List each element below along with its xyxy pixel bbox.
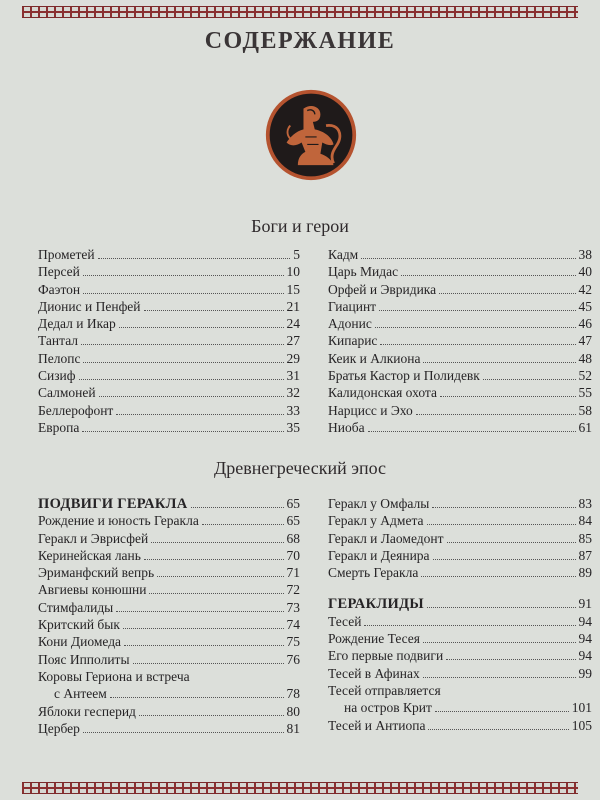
toc-entry [328,547,592,564]
toc-entry [328,281,592,298]
toc-entry [328,298,592,315]
toc-entry [38,651,300,668]
toc-entry-title: Стимфалиды [38,599,114,615]
dot-leader [423,631,575,643]
toc-entry [38,599,300,616]
toc-entry-title: с Антеем [54,686,107,702]
toc-entry-page: 85 [578,530,592,546]
toc-entry-page: 81 [286,720,300,736]
toc-entry [38,315,300,332]
toc-entry [38,281,300,298]
toc-entry-page: 46 [578,316,592,332]
dot-leader [123,617,284,629]
dot-leader [83,282,283,294]
dot-leader [133,652,284,664]
toc-entry-title: Геракл у Адмета [328,513,424,529]
toc-entry-page: 76 [286,651,300,667]
dot-leader [149,582,283,594]
toc-entry-page: 65 [286,496,300,511]
dot-leader [439,282,575,294]
toc-entry-page: 105 [571,717,592,733]
toc-entry-title: Европа [38,419,80,435]
dot-leader [157,565,283,577]
toc-entry-page: 27 [286,333,300,349]
toc-entry-title: Тесей в Афинах [328,665,420,681]
dot-leader [364,614,575,626]
dot-leader [416,403,576,415]
toc-entry-title: ГЕРАКЛИДЫ [328,596,424,613]
toc-entry-title: Персей [38,264,80,280]
toc-entry-title: Салмоней [38,385,96,401]
dot-leader [151,531,283,543]
dot-leader [202,513,284,525]
section-title-gods-heroes: Боги и герои [251,216,349,236]
toc-entry-page: 71 [286,565,300,581]
toc-entry [38,495,300,512]
dot-leader [116,600,283,612]
toc-entry [38,720,300,737]
dot-leader [421,565,575,577]
dot-leader [116,403,283,415]
toc-entry-title: Ниоба [328,419,365,435]
toc-entry-page: 55 [578,385,592,401]
dot-leader [368,420,576,432]
dot-leader [401,264,575,276]
toc-entry-title: Рождение Тесея [328,631,421,647]
toc-entry-page: 68 [286,530,300,546]
toc-entry-page: 29 [286,350,300,366]
toc-entry [328,630,592,647]
toc-entry [328,530,592,547]
toc-entry [38,512,300,529]
toc-entry-page: 42 [578,281,592,297]
toc-entry [38,581,300,598]
dot-leader [124,634,283,646]
toc-entry-title: Дедал и Икар [38,316,116,332]
toc-entry-title: Кони Диомеда [38,634,122,650]
toc-entry-page: 91 [578,596,592,612]
toc-entry-page: 47 [578,333,592,349]
toc-entry [38,530,300,547]
toc-entry-title: Эриманфский вепрь [38,565,155,581]
toc-entry [328,613,592,630]
toc-entry [328,495,592,512]
dot-leader [440,385,576,397]
toc-entry-title: Братья Кастор и Полидевк [328,368,480,384]
dot-leader [379,299,575,311]
toc-entry-page: 94 [578,613,592,629]
toc-entry-title: Геракл и Деянира [328,547,430,563]
toc-entry [38,547,300,564]
toc-column-right [328,246,592,436]
dot-leader [427,596,576,608]
toc-entry [328,564,592,581]
toc-entry-page: 75 [286,634,300,650]
toc-entry-title: Тесей и Антиопа [328,717,426,733]
toc-entry-page: 99 [578,665,592,681]
dot-leader [144,548,284,560]
toc-entry-page: 33 [286,402,300,418]
toc-entry-title: Пояс Ипполиты [38,651,130,667]
toc-entry-title: Кеик и Алкиона [328,350,421,366]
toc-entry-title: Геракл у Омфалы [328,496,430,511]
toc-entry-page: 38 [578,247,592,262]
toc-column-left [38,246,300,436]
toc-entry-title: Его первые подвиги [328,648,444,664]
toc-entry [328,402,592,419]
toc-entry-page: 21 [286,298,300,314]
dot-leader [446,648,575,660]
dot-leader [81,333,283,345]
toc-entry-title: Пелопс [38,350,81,366]
toc-entry [38,298,300,315]
toc-entry-page: 83 [578,496,592,511]
toc-entry [38,332,300,349]
toc-entry-title: Нарцисс и Эхо [328,402,413,418]
toc-entry [328,384,592,401]
page-title: СОДЕРЖАНИЕ [204,28,396,54]
toc-entry-title: Тантал [38,333,79,349]
toc-entry-page: 78 [286,686,300,702]
dot-leader [83,351,283,363]
toc-entry-title: ПОДВИГИ ГЕРАКЛА [38,496,188,512]
toc-entry-title: Калидонская охота [328,385,437,401]
dot-leader [119,316,284,328]
dot-leader [423,666,576,678]
toc-entry-page: 40 [578,264,592,280]
toc-entry-page: 73 [286,599,300,615]
toc-entry-title: Орфей и Эвридика [328,281,437,297]
toc-entry-title: Авгиевы конюшни [38,582,147,598]
toc-entry-title: Адонис [328,316,372,332]
toc-entry-title: Царь Мидас [328,264,399,280]
toc-entry-page: 5 [293,247,300,262]
dot-leader [427,513,576,525]
greek-key-border-bottom [22,782,578,794]
toc-entry [328,647,592,664]
toc-entry-title: Цербер [38,720,80,736]
toc-entry-page: 72 [286,582,300,598]
toc-entry-title: Коровы Гериона и встреча [38,668,190,684]
toc-entry-title: Геракл и Эврисфей [38,530,149,546]
toc-entry-page: 84 [578,513,592,529]
toc-entry [328,682,592,699]
toc-entry [328,419,592,436]
toc-entry-page: 80 [286,703,300,719]
toc-entry-page: 24 [286,316,300,332]
dot-leader [380,333,575,345]
toc-entry [328,595,592,612]
dot-leader [110,686,284,698]
dot-leader [82,420,283,432]
toc-entry-title: Дионис и Пенфей [38,298,141,314]
toc-entry [328,332,592,349]
dot-leader [79,368,284,380]
toc-entry [328,350,592,367]
toc-entry-title: Рождение и юность Геракла [38,513,199,529]
toc-entry [328,367,592,384]
toc-entry-title: Кадм [328,247,359,262]
toc-entry-title: Сизиф [38,368,76,384]
dot-leader [483,368,576,380]
toc-entry-title: Керинейская лань [38,547,141,563]
toc-entry [328,665,592,682]
toc-entry-page: 94 [578,631,592,647]
toc-entry [38,564,300,581]
dot-leader [432,496,575,508]
toc-entry-title: Прометей [38,247,95,262]
dot-leader [361,247,575,259]
toc-entry-page: 58 [578,402,592,418]
toc-entry [328,717,592,734]
toc-entry-title: на остров Крит [344,700,432,716]
toc-entry [38,402,300,419]
greek-key-border-top [22,6,578,18]
dot-leader [98,247,291,259]
greek-vase-figure-icon [264,88,358,182]
dot-leader [191,496,284,508]
toc-entry-page: 15 [286,281,300,297]
dot-leader [83,264,284,276]
dot-leader [447,531,576,543]
toc-entry [38,246,300,263]
toc-column-right [328,495,592,734]
toc-entry-title: Яблоки гесперид [38,703,136,719]
toc-entry-title: Смерть Геракла [328,565,419,581]
toc-entry [38,633,300,650]
toc-entry [38,384,300,401]
dot-leader [423,351,575,363]
toc-entry [328,512,592,529]
dot-leader [144,299,284,311]
toc-entry [38,616,300,633]
dot-leader [375,316,576,328]
dot-leader [99,385,284,397]
toc-entry-page: 65 [286,513,300,529]
toc-entry-page: 48 [578,350,592,366]
toc-column-left [38,495,300,737]
toc-entry-page: 74 [286,617,300,633]
toc-entry-page: 101 [571,700,592,716]
toc-entry-page: 52 [578,368,592,384]
toc-entry-page: 31 [286,368,300,384]
toc-entry-page: 45 [578,298,592,314]
dot-leader [435,700,569,712]
toc-entry-page: 10 [286,264,300,280]
toc-entry-page: 32 [286,385,300,401]
toc-entry [38,685,300,702]
toc-entry-title: Беллерофонт [38,402,114,418]
toc-entry [38,350,300,367]
toc-entry [328,246,592,263]
toc-entry [38,419,300,436]
dot-leader [139,704,284,716]
toc-entry-title: Гиацинт [328,298,377,314]
toc-entry-page: 89 [578,565,592,581]
toc-entry-title: Кипарис [328,333,378,349]
toc-entry-page: 70 [286,547,300,563]
toc-entry [38,263,300,280]
toc-entry-title: Тесей [328,613,362,629]
toc-entry [328,315,592,332]
dot-leader [83,721,284,733]
toc-entry-page: 61 [578,419,592,435]
toc-entry-title: Тесей отправляется [328,682,441,698]
toc-entry-page: 35 [286,419,300,435]
toc-entry [38,668,300,685]
section-title-epic: Древнегреческий эпос [213,458,387,478]
toc-entry [38,703,300,720]
toc-entry-title: Фаэтон [38,281,81,297]
dot-leader [428,718,568,730]
toc-entry [38,367,300,384]
toc-entry-page: 87 [578,547,592,563]
toc-entry [328,699,592,716]
dot-leader [433,548,576,560]
toc-entry-title: Критский бык [38,617,120,633]
toc-entry-page: 94 [578,648,592,664]
toc-entry [328,263,592,280]
toc-entry-title: Геракл и Лаомедонт [328,530,444,546]
